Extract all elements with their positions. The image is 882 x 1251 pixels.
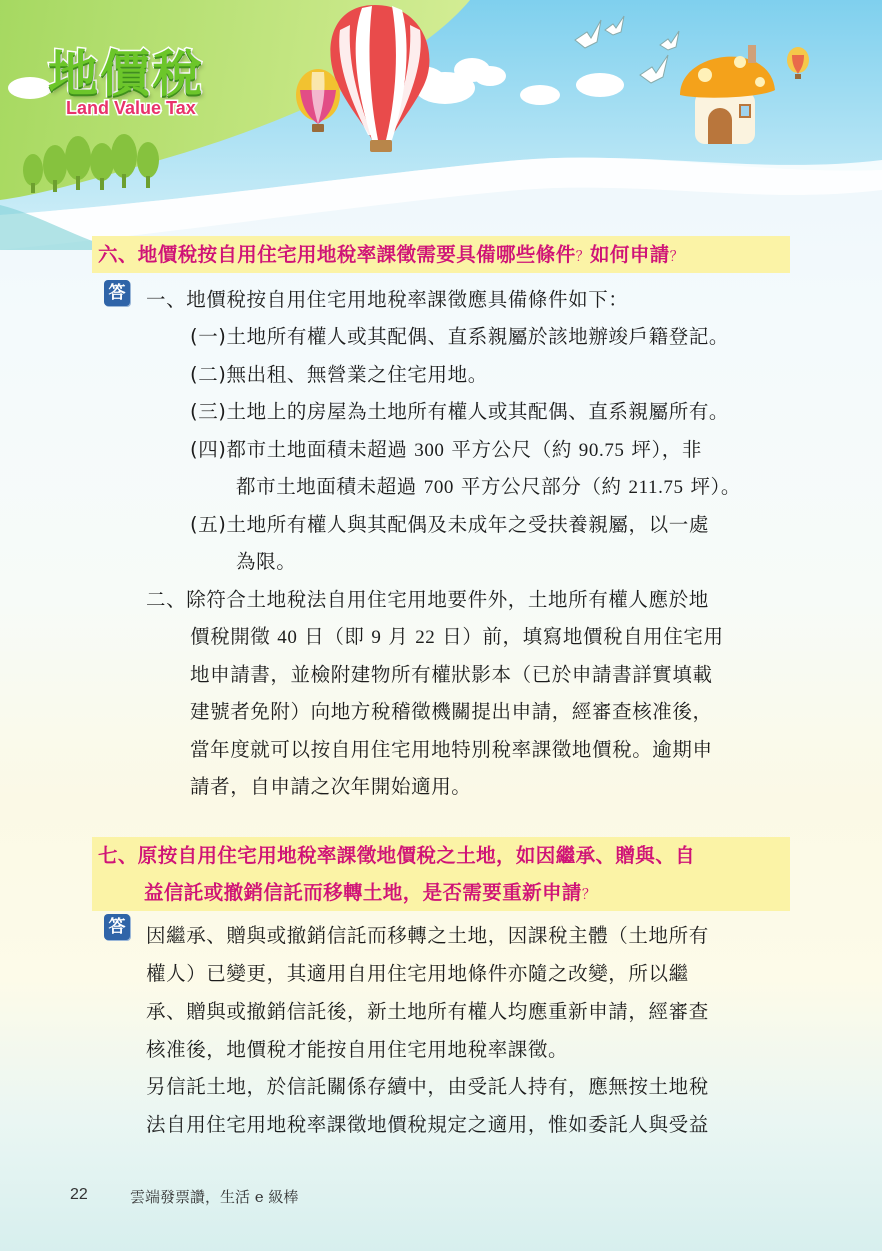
text-span: (四)都市土地面積未超過 [190,438,408,461]
q6-sub-4-line-1 [190,434,702,462]
question-mark: ？ [581,887,597,903]
page-number: 22 [70,1186,88,1203]
text-span: 平方公尺部分（約 [460,475,622,498]
q6-item-2-line-1: 二、除符合土地稅法自用住宅用地要件外，土地所有權人應於地 [146,588,709,611]
number-span: 90.75 [578,440,625,461]
answer-badge-icon: 答 [104,914,130,940]
number-span: 300 [414,440,445,461]
question-mark: ？ [669,249,685,265]
q6-sub-1: (一)土地所有權人或其配偶、直系親屬於該地辦竣戶籍登記。 [190,325,730,348]
number-span: 9 [371,627,382,648]
question-7-line-1: 七、原按自用住宅用地稅率課徵地價稅之土地，如因繼承、贈與、自 [98,844,696,867]
question-6-tail: 如何申請 [590,243,670,266]
q6-item-2-line-3: 地申請書，並檢附建物所有權狀影本（已於申請書詳實填載 [190,663,713,686]
text-span: 坪），非 [631,438,702,461]
header-subtitle: Land Value Tax [66,98,196,118]
question-6-text: 六、地價稅按自用住宅用地稅率課徵需要具備哪些條件 [98,243,576,266]
q7-answer-line-6: 法自用住宅用地稅率課徵地價稅規定之適用，惟如委託人與受益 [146,1113,709,1136]
answer-badge-icon: 答 [104,280,130,306]
q7-answer-line-2: 權人）已變更，其適用自用住宅用地條件亦隨之改變，所以繼 [146,962,689,985]
text-span: 都市土地面積未超過 [236,475,417,498]
question-mark: ？ [575,249,591,265]
question-7-bar [92,837,790,911]
footer-slogan: 雲端發票讚，生活 e 級棒 [130,1188,299,1206]
q6-sub-5-line-1: (五)土地所有權人與其配偶及未成年之受扶養親屬，以一處 [190,513,709,536]
text-span: 日（即 [304,625,365,648]
q6-item-2-line-4: 建號者免附）向地方稅稽徵機關提出申請，經審查核准後， [190,700,713,723]
number-span: 211.75 [628,477,684,498]
text-span: 價稅開徵 [190,625,271,648]
text-span: 坪）。 [690,475,741,498]
text-span: 日）前，填寫地價稅自用住宅用 [442,625,724,648]
text-span: 平方公尺（約 [451,438,572,461]
q6-item-2-line-6: 請者，自申請之次年開始適用。 [190,775,472,798]
q7-answer-line-5: 另信託土地，於信託關係存續中，由受託人持有，應無按土地稅 [146,1075,709,1098]
q6-item-2-line-5: 當年度就可以按自用住宅用地特別稅率課徵地價稅。逾期申 [190,738,713,761]
text-span: 月 [388,625,409,648]
text-span: 益信託或撤銷信託而移轉土地，是否需要重新申請 [144,881,582,904]
q6-sub-3: (三)土地上的房屋為土地所有權人或其配偶、直系親屬所有。 [190,400,730,423]
question-6-bar [92,236,790,273]
number-span: 700 [423,477,455,498]
header-title: 地價稅 [48,45,204,103]
q6-item-1: 一、地價稅按自用住宅用地稅率課徵應具備條件如下： [146,288,629,311]
q6-sub-4-line-2 [236,471,741,499]
q6-sub-5-line-2: 為限。 [236,550,297,573]
q7-answer-line-3: 承、贈與或撤銷信託後，新土地所有權人均應重新申請，經審查 [146,1000,709,1023]
q6-item-2-line-2 [190,621,724,649]
question-7-line-2 [92,874,790,914]
number-span: 22 [415,627,436,648]
q7-answer-line-4: 核准後，地價稅才能按自用住宅用地稅率課徵。 [146,1038,569,1061]
q7-answer-line-1: 因繼承、贈與或撤銷信託而移轉之土地，因課稅主體（土地所有 [146,924,709,947]
number-span: 40 [277,627,298,648]
q6-sub-2: (二)無出租、無營業之住宅用地。 [190,363,488,386]
